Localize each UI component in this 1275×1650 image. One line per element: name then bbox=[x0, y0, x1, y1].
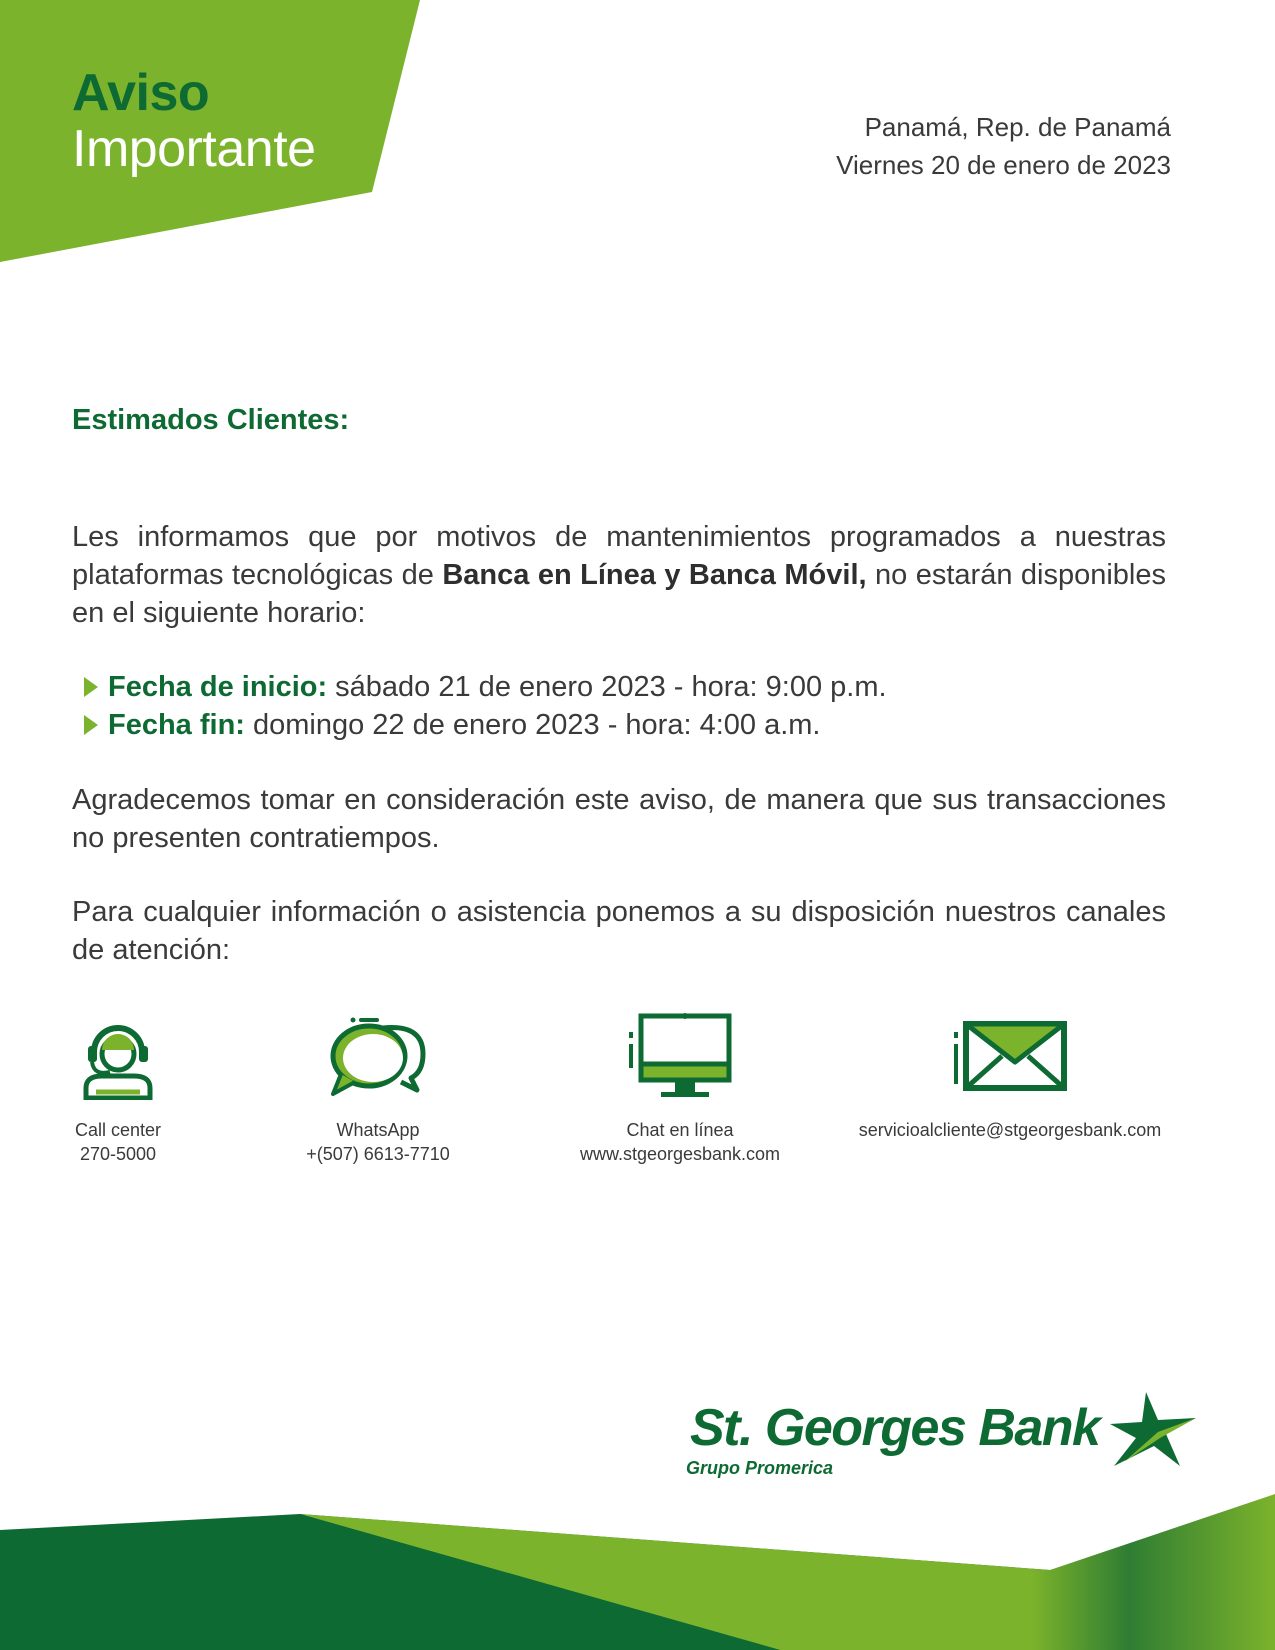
paragraph-maintenance-end: no estarán disponibles en el siguiente horario: bbox=[72, 559, 1166, 629]
channel-label: Call center bbox=[74, 1120, 162, 1140]
channel-value: +(507) 6613-7710 bbox=[306, 1144, 450, 1164]
paragraph-maintenance-start: Les informamos que por motivos de mantenimientos programados a nuestras plataformas tecnológicas de bbox=[72, 521, 1166, 591]
chat-bubbles-icon bbox=[323, 1010, 433, 1100]
channel-value: www.stgeorgesbank.com bbox=[579, 1144, 781, 1164]
place-text: Panamá, Rep. de Panamá bbox=[864, 112, 1171, 142]
star-logo-icon bbox=[1108, 1388, 1198, 1468]
triangle-bullet-icon bbox=[84, 677, 98, 697]
channel-label: Chat en línea bbox=[626, 1120, 734, 1140]
channel-email-address: servicioalcliente@stgeorgesbank.com bbox=[858, 1120, 1162, 1140]
channel-label: WhatsApp bbox=[336, 1120, 420, 1140]
paragraph-maintenance-bold: Banca en Línea y Banca Móvil, bbox=[442, 559, 867, 591]
footer-green-shape bbox=[0, 1490, 1275, 1650]
notice-title-bold: Aviso bbox=[72, 64, 210, 122]
place-date-block bbox=[836, 108, 1171, 184]
monitor-icon bbox=[625, 1010, 735, 1100]
channel-email bbox=[840, 1010, 1180, 1142]
date-text: Viernes 20 de enero de 2023 bbox=[836, 150, 1171, 180]
paragraph-consideration: Agradecemos tomar en consideración este aviso, de manera que sus transacciones no presenten contratiempos. bbox=[72, 784, 1166, 854]
bank-logo-subtitle: Grupo Promerica bbox=[686, 1458, 834, 1478]
schedule-label: Fecha de inicio: bbox=[108, 671, 328, 703]
paragraph-maintenance bbox=[72, 518, 1166, 632]
schedule-list bbox=[84, 668, 887, 744]
schedule-value: sábado 21 de enero 2023 - hora: 9:00 p.m. bbox=[335, 671, 887, 703]
paragraph-channels: Para cualquier información o asistencia ponemos a su disposición nuestros canales de atención: bbox=[72, 896, 1166, 966]
headset-agent-icon bbox=[78, 1010, 158, 1100]
channel-online-chat bbox=[560, 1010, 800, 1166]
bank-logo-name: St. Georges Bank bbox=[690, 1399, 1100, 1457]
channel-whatsapp bbox=[288, 1010, 468, 1166]
schedule-value: domingo 22 de enero 2023 - hora: 4:00 a.m. bbox=[252, 709, 821, 741]
notice-title-light: Importante bbox=[72, 120, 316, 178]
channel-value: 270-5000 bbox=[79, 1144, 157, 1164]
schedule-item-start bbox=[84, 668, 887, 706]
schedule-item-end bbox=[84, 706, 887, 744]
greeting: Estimados Clientes: bbox=[72, 404, 350, 436]
envelope-icon bbox=[950, 1010, 1070, 1100]
triangle-bullet-icon bbox=[84, 715, 98, 735]
channel-call-center bbox=[38, 1010, 198, 1166]
schedule-label: Fecha fin: bbox=[108, 709, 245, 741]
